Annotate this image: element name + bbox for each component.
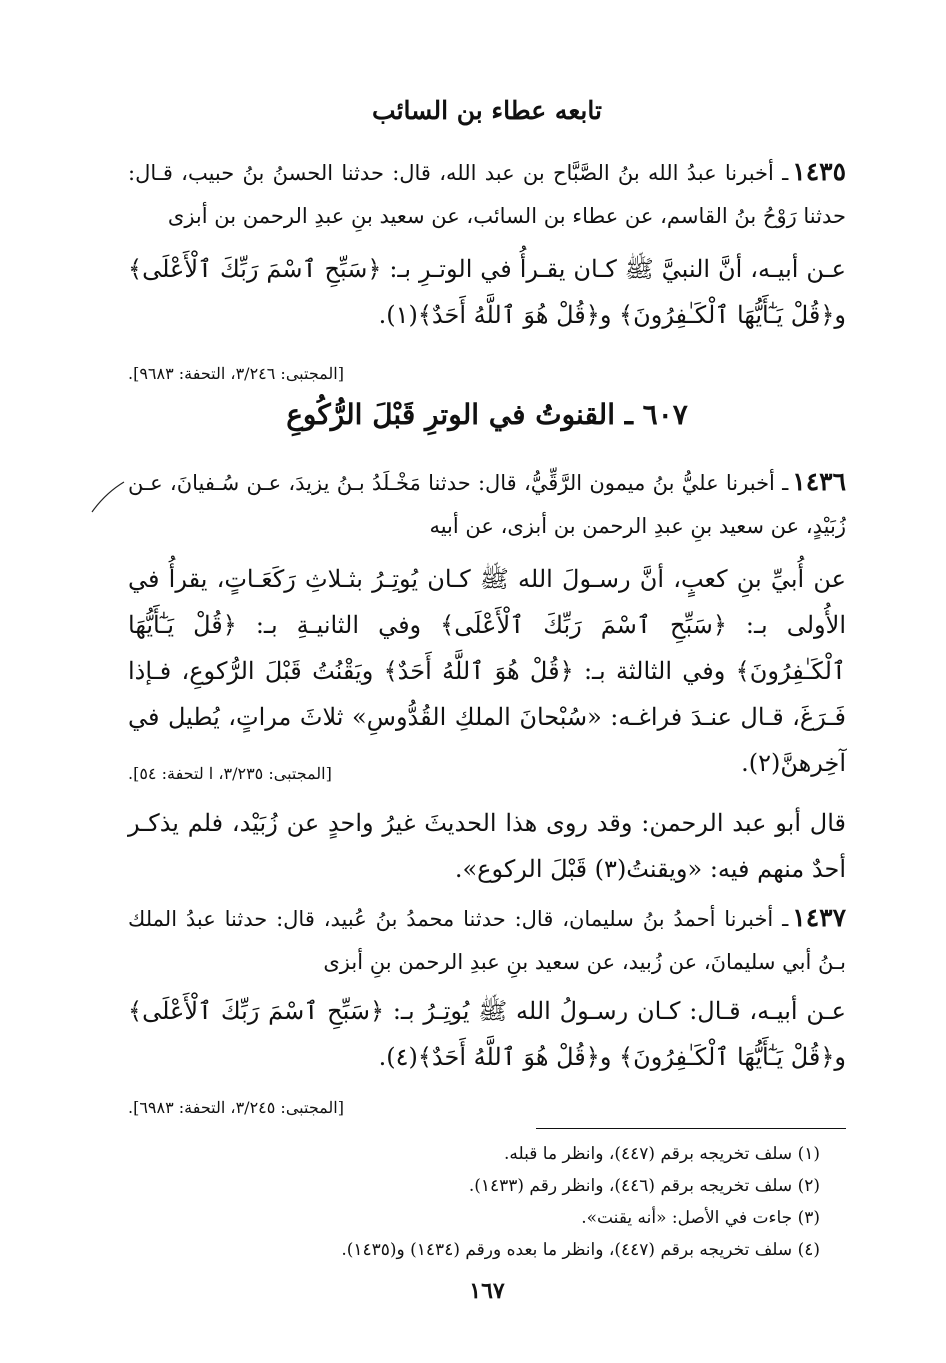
hadith-1436-isnad <box>128 460 846 548</box>
chapter-title: ٦٠٧ ـ القنوتُ في الوترِ قَبْلَ الرُّكُوعِ <box>286 398 688 431</box>
hadith-1437-isnad <box>128 896 846 984</box>
footnote-2: (٢) سلف تخريجه برقم (٤٤٦)، وانظر رقم (١٤٣٣). <box>468 1176 820 1196</box>
footnote-4: (٤) سلف تخريجه برقم (٤٤٧)، وانظر ما بعده ورقم (١٤٣٤) و(١٤٣٥). <box>341 1240 820 1260</box>
hadith-number: ١٤٣٥ <box>792 157 846 186</box>
hadith-1436-reference: [المجتبى: ٣/٢٣٥، ا لتحفة: ٥٤]. <box>128 764 332 783</box>
section-title: تابعه عطاء بن السائب <box>372 96 602 125</box>
isnad-text: ـ أخبرنا عبدُ الله بنُ الصَّبَّاح بن عبد الله، قال: حدثنا الحسنُ بنُ حبيب، قـال: حدثنا رَوْحُ بنُ القاسم، عن عطاء بن السائب، عن سعيد بنِ عبدِ الرحمن بن أبزى <box>128 161 846 228</box>
page-number: ١٦٧ <box>469 1278 505 1304</box>
isnad-text: ـ أخبرنا أحمدُ بنُ سليمان، قال: حدثنا محمدُ بنُ عُبيد، قال: حدثنا عبدُ الملك بـنُ أبي سليمانَ، عن زُبيد، عن سعيد بنِ عبدِ الرحمن بنِ أبزى <box>128 907 846 974</box>
hadith-1435-matn: عـن أبيـه، أنَّ النبيَّ ﷺ كـان يقـرأُ في الوتـرِ بـ: ﴿سَبِّحِ ٱسْمَ رَبِّكَ ٱلْأَعْلَى﴾ و﴿قُلْ يَـٰٓأَيُّهَا ٱلْكَـٰفِرُونَ﴾ و﴿قُلْ هُوَ ٱللَّهُ أَحَدٌ﴾(١). <box>128 255 846 329</box>
hadith-1435-isnad <box>128 150 846 238</box>
footnote-divider <box>536 1128 846 1129</box>
hadith-1437-reference: [المجتبى: ٣/٢٤٥، التحفة: ٦٩٨٣]. <box>128 1098 344 1117</box>
margin-pen-mark-icon <box>88 478 128 518</box>
hadith-1437-matn: عـن أبيـه، قـال: كـان رسـولُ الله ﷺ يُوتِـرُ بـ: ﴿سَبِّحِ ٱسْمَ رَبِّكَ ٱلْأَعْلَى﴾ و﴿قُلْ يَـٰٓأَيُّهَا ٱلْكَـٰفِرُونَ﴾ و﴿قُلْ هُوَ ٱللَّهُ أَحَدٌ﴾(٤). <box>128 997 846 1071</box>
hadith-number: ١٤٣٦ <box>792 467 846 496</box>
commentary-paragraph: قال أبو عبد الرحمن: وقد روى هذا الحديثَ غيرُ واحدٍ عن زُبَيْد، فلم يذكـر أحدٌ منهم فيه: «ويقنتُ(٣) قَبْلَ الركوع». <box>128 809 846 883</box>
footnotes <box>128 1138 820 1266</box>
hadith-number: ١٤٣٧ <box>792 903 846 932</box>
hadith-1436-matn: عن أُبيِّ بنِ كعبٍ، أنَّ رسـولَ الله ﷺ كـان يُوتِـرُ بثـلاثِ رَكَعَـاتٍ، يقرأُ في الأُولى بـ: ﴿سَبِّحِ ٱسْمَ رَبِّكَ ٱلْأَعْلَى﴾ وفي الثانيـةِ بـ: ﴿قُلْ يَـٰٓأَيُّهَا ٱلْكَـٰفِرُونَ﴾ وفي الثالثة بـ: ﴿قُلْ هُوَ ٱللَّهُ أَحَدٌ﴾ ويَقْنُتُ قَبْلَ الرُّكوعِ، فـإذا فَـرَغَ، قـال عنـدَ فراغـه: «سُبْحانَ الملكِ القُدُّوسِ» ثلاثَ مراتٍ، يُطيل في آخِرهنَّ(٢). <box>128 565 846 777</box>
footnote-3: (٣) جاءت في الأصل: «أنه يقنت». <box>581 1208 820 1228</box>
isnad-text: ـ أخبرنا عليُّ بنُ ميمون الرَّقِّيُّ، قال: حدثنا مَخْـلَدُ بـنُ يزيدَ، عـن سُـفيانَ، عـن زُبَيْدٍ، عن سعيد بنِ عبدِ الرحمن بن أبزى، عن أبيه <box>128 471 846 538</box>
book-page <box>128 0 846 1363</box>
hadith-1435-reference: [المجتبى: ٣/٢٤٦، التحفة: ٩٦٨٣]. <box>128 364 344 383</box>
footnote-1: (١) سلف تخريجه برقم (٤٤٧)، وانظر ما قبله. <box>503 1144 820 1164</box>
